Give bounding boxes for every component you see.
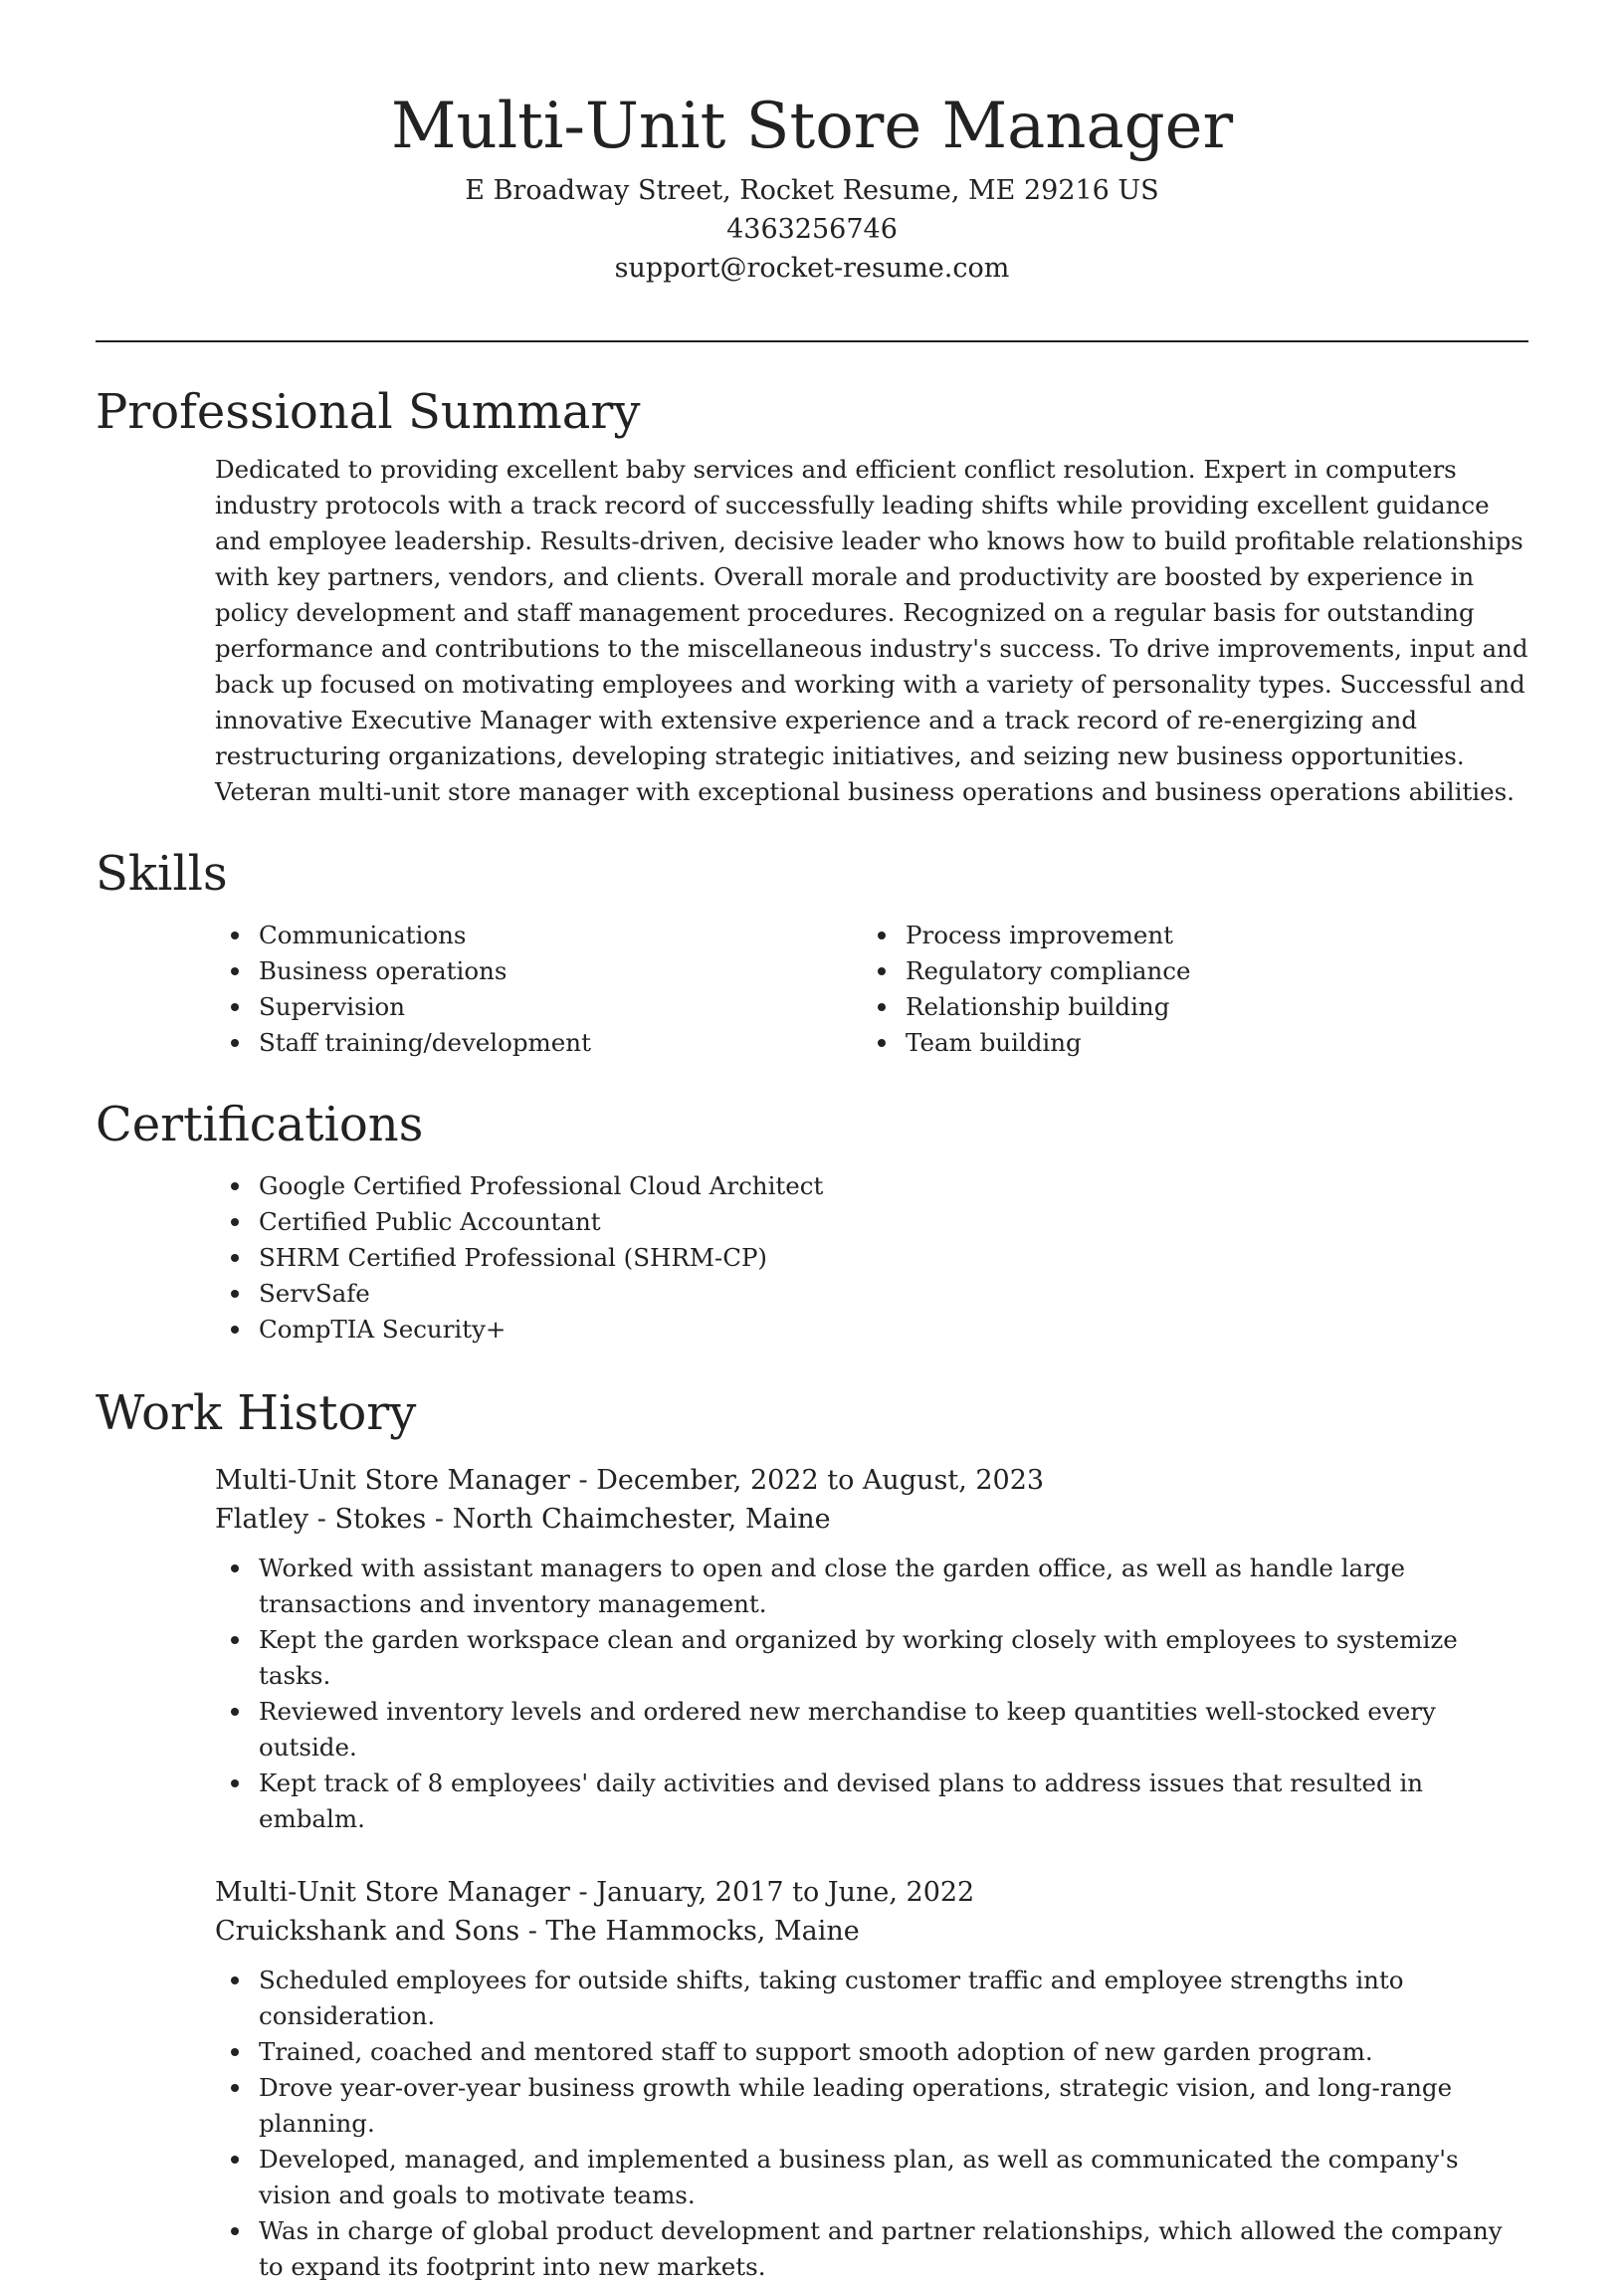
job-bullet: Developed, managed, and implemented a business plan, as well as communicated the company's vision and goals to motivate teams. [259,2142,1528,2213]
candidate-name: Multi-Unit Store Manager [390,90,1234,163]
skills-section [96,838,1528,1089]
skills-title: Skills [96,846,228,902]
certifications-title: Certifications [96,1097,424,1152]
certifications-list [96,1160,1528,1377]
job-dates: - December, 2022 to August, 2023 [569,1465,1045,1496]
job-role: Multi-Unit Store Manager [215,1877,570,1908]
resume-content [96,376,1528,2285]
email: support@rocket-resume.com [614,253,1010,284]
job-bullet: Drove year-over-year business growth while leading operations, strategic vision, and long-range planning. [259,2070,1528,2142]
skill-item: Supervision [259,989,742,1025]
resume-header [0,0,1624,288]
job-location: - North Chaimchester, Maine [426,1504,831,1535]
skills-grid [96,910,1528,1089]
job-spacer [96,1837,1528,1873]
skills-list-right [742,918,1389,1061]
job-bullet: Was in charge of global product development and partner relationships, which allowed the company to expand its footprint into new markets. [259,2213,1528,2285]
job-entry [215,1449,1528,1837]
certification-item: Certified Public Accountant [259,1204,1528,1240]
job-company: Cruickshank and Sons [215,1916,520,1947]
skill-item: Regulatory compliance [906,953,1389,989]
job-company-line [215,1500,1528,1539]
job-company-line [215,1912,1528,1951]
job-bullet: Scheduled employees for outside shifts, taking customer traffic and employee strengths into consideration. [259,1963,1528,2034]
certifications-section [96,1089,1528,1377]
skill-item: Team building [906,1025,1389,1061]
summary-section [96,376,1528,838]
job-heading [215,1449,1528,1551]
job-bullet: Kept the garden workspace clean and organized by working closely with employees to systemize tasks. [259,1622,1528,1694]
job-dates: - January, 2017 to June, 2022 [569,1877,975,1908]
certification-item: SHRM Certified Professional (SHRM-CP) [259,1240,1528,1276]
skill-item: Process improvement [906,918,1389,953]
skills-list-left [96,918,742,1061]
job-role: Multi-Unit Store Manager [215,1465,570,1496]
job-bullets [215,1551,1528,1837]
certification-item: Google Certified Professional Cloud Architect [259,1168,1528,1204]
header-divider [96,340,1528,342]
job-bullets [215,1963,1528,2285]
job-title-line [215,1461,1528,1500]
certification-item: ServSafe [259,1276,1528,1312]
summary-text: Dedicated to providing excellent baby services and efficient conflict resolution. Expert in computers industry protocols with a track record of successfully leading shifts while providing excellent guidance and employee leadership. Results-driven, decisive leader who knows how to build profitable relationships with key partners, vendors, and clients. Overall morale and productivity are boosted by experience in policy development and staff management procedures. Recognized on a regular basis for outstanding performance and contributions to the miscellaneous industry's success. To drive improvements, input and back up focused on motivating employees and working with a variety of personality types. Successful and innovative Executive Manager with extensive experience and a track record of re-energizing and restructuring organizations, developing strategic initiatives, and seizing new business opportunities. Veteran multi-unit store manager with exceptional business operations and business operations abilities. [215,455,1528,806]
job-bullet: Kept track of 8 employees' daily activities and devised plans to address issues that resulted in embalm. [259,1766,1528,1837]
certification-item: CompTIA Security+ [259,1312,1528,1348]
skill-item: Relationship building [906,989,1389,1025]
job-title-line [215,1873,1528,1912]
skill-item: Staff training/development [259,1025,742,1061]
work-history-section [96,1377,1528,2285]
address: E Broadway Street, Rocket Resume, ME 29216 US [465,175,1159,206]
job-bullet: Worked with assistant managers to open and close the garden office, as well as handle large transactions and inventory management. [259,1551,1528,1622]
summary-title: Professional Summary [96,384,641,440]
job-location: - The Hammocks, Maine [519,1916,860,1947]
phone: 4363256746 [726,214,898,245]
job-bullet: Trained, coached and mentored staff to support smooth adoption of new garden program. [259,2034,1528,2070]
job-bullet: Reviewed inventory levels and ordered new merchandise to keep quantities well-stocked every outside. [259,1694,1528,1766]
skill-item: Business operations [259,953,742,989]
job-company: Flatley - Stokes [215,1504,427,1535]
job-entry [215,1873,1528,2285]
work-history-title: Work History [96,1385,417,1441]
skill-item: Communications [259,918,742,953]
job-heading [215,1873,1528,1963]
